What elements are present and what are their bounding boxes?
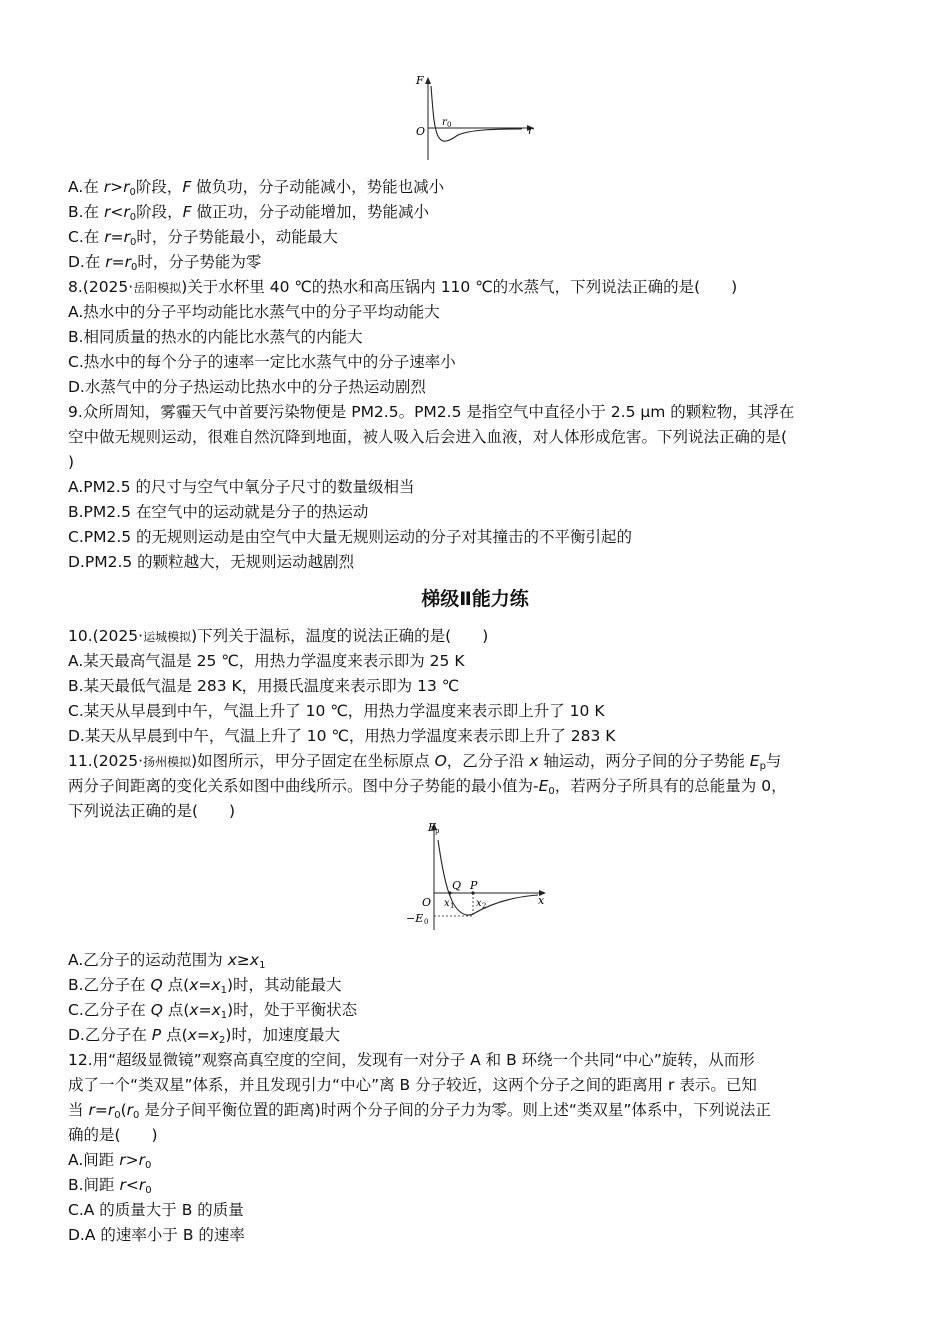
q10-option-a[interactable]: A.某天最高气温是 25 ℃，用热力学温度来表示即为 25 K bbox=[68, 652, 465, 670]
q7-option-a[interactable]: A.在 $r>r_0$阶段，F 做负功，分子动能减小，势能也减小 bbox=[68, 178, 445, 198]
section-title: 梯级Ⅱ能力练 bbox=[421, 588, 529, 610]
label-x2-sub: 2 bbox=[482, 902, 487, 910]
label-x: x bbox=[538, 894, 545, 907]
q12-option-a[interactable]: A.间距 $r>r_0$ bbox=[68, 1151, 152, 1171]
q10-option-c[interactable]: C.某天从早晨到中午，气温上升了 10 ℃，用热力学温度来表示即上升了 10 K bbox=[68, 702, 605, 720]
label-q: Q bbox=[452, 879, 462, 892]
label-ep-sub: p bbox=[435, 827, 440, 835]
q10-stem: 10.(2025·运城模拟)下列关于温标，温度的说法正确的是( ) bbox=[68, 627, 489, 645]
q8-option-d[interactable]: D.水蒸气中的分子热运动比热水中的分子热运动剧烈 bbox=[68, 378, 426, 396]
force-curve bbox=[431, 86, 522, 141]
q11-option-d[interactable]: D.乙分子在 P 点$(x=x_2)$时，加速度最大 bbox=[68, 1026, 340, 1046]
q9-stem-line3: ) bbox=[68, 453, 75, 471]
label-minus-e0: −E bbox=[406, 912, 424, 925]
label-x2: x bbox=[476, 898, 482, 909]
q11-option-a[interactable]: A.乙分子的运动范围为 $x\ge x_1$ bbox=[68, 951, 266, 971]
label-x1-sub: 1 bbox=[450, 902, 455, 910]
q7-option-b[interactable]: B.在 $r<r_0$阶段，F 做正功，分子动能增加，势能减小 bbox=[68, 203, 429, 223]
q8-option-a[interactable]: A.热水中的分子平均动能比水蒸气中的分子平均动能大 bbox=[68, 303, 440, 321]
q11-option-c[interactable]: C.乙分子在 Q 点$(x=x_1)$时，处于平衡状态 bbox=[68, 1001, 358, 1021]
q8-option-b[interactable]: B.相同质量的热水的内能比水蒸气的内能大 bbox=[68, 328, 363, 346]
q9-stem-line1: 9.众所周知，雾霾天气中首要污染物便是 PM2.5。PM2.5 是指空气中直径小于 2.5 μm 的颗粒物，其浮在 bbox=[68, 403, 795, 421]
f-axis-arrow bbox=[425, 77, 431, 84]
q11-stem-line1: 11.(2025·扬州模拟)如图所示，甲分子固定在坐标原点 O，乙分子沿 x 轴运动，两分子间的分子势能 $E_p$与 bbox=[68, 752, 782, 772]
q12-stem-line4: 确的是( ) bbox=[68, 1126, 158, 1144]
q9-option-b[interactable]: B.PM2.5 在空气中的运动就是分子的热运动 bbox=[68, 503, 369, 521]
force-distance-figure bbox=[410, 72, 540, 164]
label-r: r bbox=[528, 124, 534, 137]
q8-stem: 8.(2025·岳阳模拟)关于水杯里 40 ℃的热水和高压锅内 110 ℃的水蒸气，下列说法正确的是( ) bbox=[68, 278, 738, 296]
label-O: O bbox=[416, 125, 426, 138]
label-minus-e0-sub: 0 bbox=[424, 918, 429, 926]
q12-option-b[interactable]: B.间距 $r<r_0$ bbox=[68, 1176, 152, 1196]
label-p: P bbox=[470, 879, 478, 892]
q8-option-c[interactable]: C.热水中的每个分子的速率一定比水蒸气中的分子速率小 bbox=[68, 353, 456, 371]
q12-option-d[interactable]: D.A 的速率小于 B 的速率 bbox=[68, 1226, 245, 1244]
q7-option-c[interactable]: C.在 $r=r_0$时，分子势能最小，动能最大 bbox=[68, 228, 338, 248]
q9-option-a[interactable]: A.PM2.5 的尺寸与空气中氧分子尺寸的数量级相当 bbox=[68, 478, 415, 496]
q12-stem-line1: 12.用“超级显微镜”观察高真空度的空间，发现有一对分子 A 和 B 环绕一个共同“中心”旋转，从而形 bbox=[68, 1051, 755, 1069]
q11-stem-line3: 下列说法正确的是( ) bbox=[68, 802, 236, 820]
label-r0: r bbox=[442, 117, 447, 128]
q9-stem-line2: 空中做无规则运动，很难自然沉降到地面，被人吸入后会进入血液，对人体形成危害。下列说法正确的是( bbox=[68, 428, 788, 446]
q11-option-b[interactable]: B.乙分子在 Q 点$(x=x_1)$时，其动能最大 bbox=[68, 976, 342, 996]
q10-option-b[interactable]: B.某天最低气温是 283 K，用摄氏温度来表示即为 13 ℃ bbox=[68, 677, 460, 695]
q10-option-d[interactable]: D.某天从早晨到中午，气温上升了 10 ℃，用热力学温度来表示即上升了 283 K bbox=[68, 727, 616, 745]
q11-stem-line2: 两分子间距离的变化关系如图中曲线所示。图中分子势能的最小值为$-E_0$，若两分子所具有的总能量为 0， bbox=[68, 777, 787, 797]
q7-option-d[interactable]: D.在 $r=r_0$时，分子势能为零 bbox=[68, 253, 262, 273]
q12-stem-line2: 成了一个“类双星”体系，并且发现引力“中心”离 B 分子较近，这两个分子之间的距离用 r 表示。已知 bbox=[68, 1076, 757, 1094]
q9-option-d[interactable]: D.PM2.5 的颗粒越大，无规则运动越剧烈 bbox=[68, 553, 355, 571]
label-x1: x bbox=[444, 898, 450, 909]
label-o: O bbox=[422, 896, 432, 909]
label-F: F bbox=[416, 74, 424, 87]
q12-option-c[interactable]: C.A 的质量大于 B 的质量 bbox=[68, 1201, 244, 1219]
q9-option-c[interactable]: C.PM2.5 的无规则运动是由空气中大量无规则运动的分子对其撞击的不平衡引起的 bbox=[68, 528, 633, 546]
label-ep: E bbox=[428, 821, 437, 834]
q12-stem-line3: 当 $r=r_0(r_0$ 是分子间平衡位置的距离)时两个分子间的分子力为零。则上述“类双星”体系中，下列说法正 bbox=[68, 1101, 771, 1121]
label-r0-sub: 0 bbox=[447, 121, 452, 129]
potential-energy-figure bbox=[400, 818, 560, 938]
